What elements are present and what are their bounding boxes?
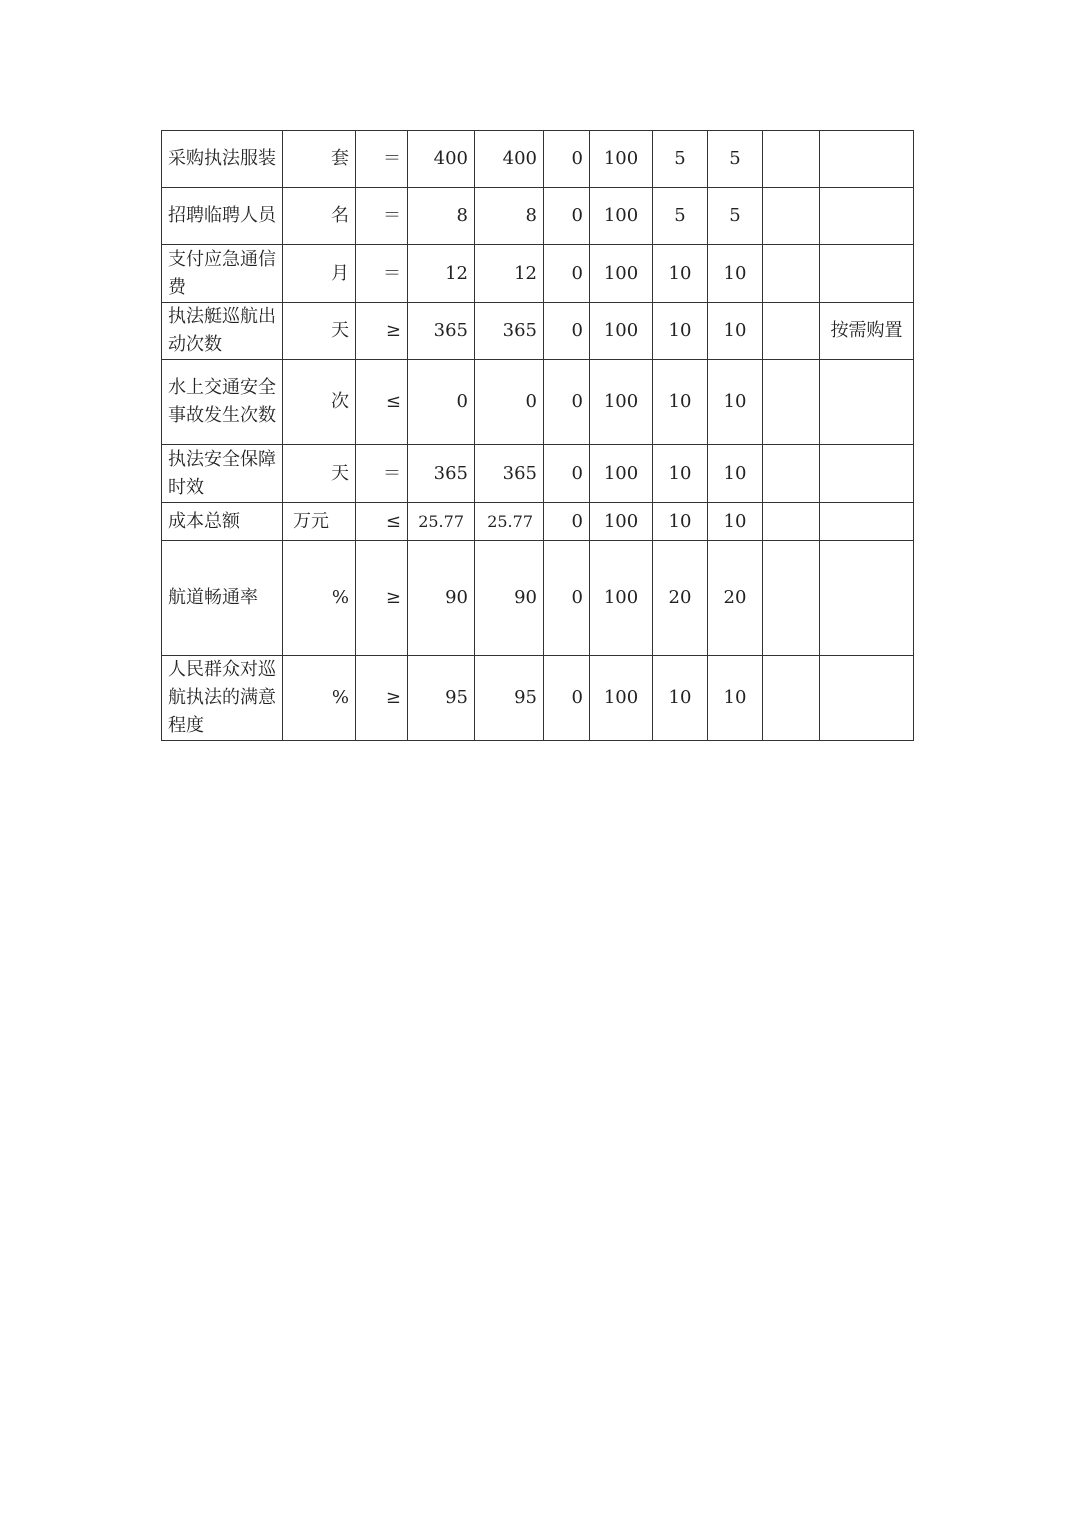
deviation-reason (763, 360, 820, 445)
completion-rate: 100 (590, 445, 653, 503)
indicator-name: 航道畅通率 (162, 541, 283, 656)
target-value: 8 (408, 188, 475, 245)
table-row (162, 188, 914, 245)
note-cell (820, 245, 914, 303)
deviation-value: 0 (544, 131, 590, 188)
note-cell (820, 656, 914, 741)
indicator-unit: 万元 (283, 503, 356, 541)
actual-value: 365 (475, 445, 544, 503)
target-value: 90 (408, 541, 475, 656)
comparison-operator: ≤ (356, 360, 408, 445)
deviation-value: 0 (544, 445, 590, 503)
actual-score: 10 (708, 656, 763, 741)
completion-rate: 100 (590, 188, 653, 245)
actual-value: 0 (475, 360, 544, 445)
actual-score: 10 (708, 360, 763, 445)
completion-rate: 100 (590, 656, 653, 741)
weight-score: 10 (653, 503, 708, 541)
weight-score: 10 (653, 445, 708, 503)
actual-value: 365 (475, 303, 544, 360)
note-cell: 按需购置 (820, 303, 914, 360)
note-cell (820, 360, 914, 445)
note-cell (820, 445, 914, 503)
note-cell (820, 541, 914, 656)
deviation-value: 0 (544, 188, 590, 245)
weight-score: 10 (653, 656, 708, 741)
weight-score: 20 (653, 541, 708, 656)
table-row (162, 656, 914, 741)
actual-score: 10 (708, 503, 763, 541)
deviation-value: 0 (544, 656, 590, 741)
comparison-operator: ＝ (356, 188, 408, 245)
target-value: 400 (408, 131, 475, 188)
indicator-name: 执法艇巡航出动次数 (162, 303, 283, 360)
performance-indicator-table (161, 130, 914, 741)
indicator-name: 成本总额 (162, 503, 283, 541)
completion-rate: 100 (590, 303, 653, 360)
actual-value: 12 (475, 245, 544, 303)
target-value: 12 (408, 245, 475, 303)
target-value: 365 (408, 445, 475, 503)
comparison-operator: ＝ (356, 131, 408, 188)
comparison-operator: ≤ (356, 503, 408, 541)
table-row (162, 303, 914, 360)
note-cell (820, 188, 914, 245)
deviation-value: 0 (544, 541, 590, 656)
note-cell (820, 503, 914, 541)
deviation-reason (763, 131, 820, 188)
deviation-reason (763, 541, 820, 656)
actual-score: 5 (708, 188, 763, 245)
weight-score: 5 (653, 188, 708, 245)
indicator-unit: 天 (283, 303, 356, 360)
table-row (162, 503, 914, 541)
completion-rate: 100 (590, 541, 653, 656)
comparison-operator: ＝ (356, 445, 408, 503)
weight-score: 10 (653, 360, 708, 445)
table-row (162, 445, 914, 503)
target-value: 95 (408, 656, 475, 741)
indicator-unit: 名 (283, 188, 356, 245)
deviation-value: 0 (544, 360, 590, 445)
indicator-unit: 次 (283, 360, 356, 445)
deviation-reason (763, 503, 820, 541)
comparison-operator: ≥ (356, 303, 408, 360)
target-value: 25.77 (408, 503, 475, 541)
indicator-unit: 天 (283, 445, 356, 503)
deviation-reason (763, 245, 820, 303)
weight-score: 5 (653, 131, 708, 188)
indicator-name: 支付应急通信费 (162, 245, 283, 303)
actual-score: 10 (708, 245, 763, 303)
actual-value: 400 (475, 131, 544, 188)
indicator-unit: % (283, 541, 356, 656)
actual-value: 90 (475, 541, 544, 656)
weight-score: 10 (653, 303, 708, 360)
comparison-operator: ＝ (356, 245, 408, 303)
table-row (162, 131, 914, 188)
target-value: 365 (408, 303, 475, 360)
table-row (162, 245, 914, 303)
actual-score: 5 (708, 131, 763, 188)
table-row (162, 541, 914, 656)
deviation-value: 0 (544, 245, 590, 303)
completion-rate: 100 (590, 503, 653, 541)
comparison-operator: ≥ (356, 541, 408, 656)
target-value: 0 (408, 360, 475, 445)
note-cell (820, 131, 914, 188)
completion-rate: 100 (590, 131, 653, 188)
actual-score: 10 (708, 445, 763, 503)
table-row (162, 360, 914, 445)
actual-score: 10 (708, 303, 763, 360)
deviation-reason (763, 656, 820, 741)
indicator-unit: % (283, 656, 356, 741)
deviation-reason (763, 445, 820, 503)
comparison-operator: ≥ (356, 656, 408, 741)
actual-score: 20 (708, 541, 763, 656)
deviation-reason (763, 188, 820, 245)
indicator-unit: 月 (283, 245, 356, 303)
deviation-value: 0 (544, 303, 590, 360)
completion-rate: 100 (590, 245, 653, 303)
deviation-reason (763, 303, 820, 360)
indicator-name: 水上交通安全事故发生次数 (162, 360, 283, 445)
weight-score: 10 (653, 245, 708, 303)
deviation-value: 0 (544, 503, 590, 541)
actual-value: 25.77 (475, 503, 544, 541)
indicator-name: 人民群众对巡航执法的满意程度 (162, 656, 283, 741)
actual-value: 95 (475, 656, 544, 741)
indicator-name: 执法安全保障时效 (162, 445, 283, 503)
indicator-name: 招聘临聘人员 (162, 188, 283, 245)
completion-rate: 100 (590, 360, 653, 445)
indicator-name: 采购执法服装 (162, 131, 283, 188)
indicator-unit: 套 (283, 131, 356, 188)
actual-value: 8 (475, 188, 544, 245)
